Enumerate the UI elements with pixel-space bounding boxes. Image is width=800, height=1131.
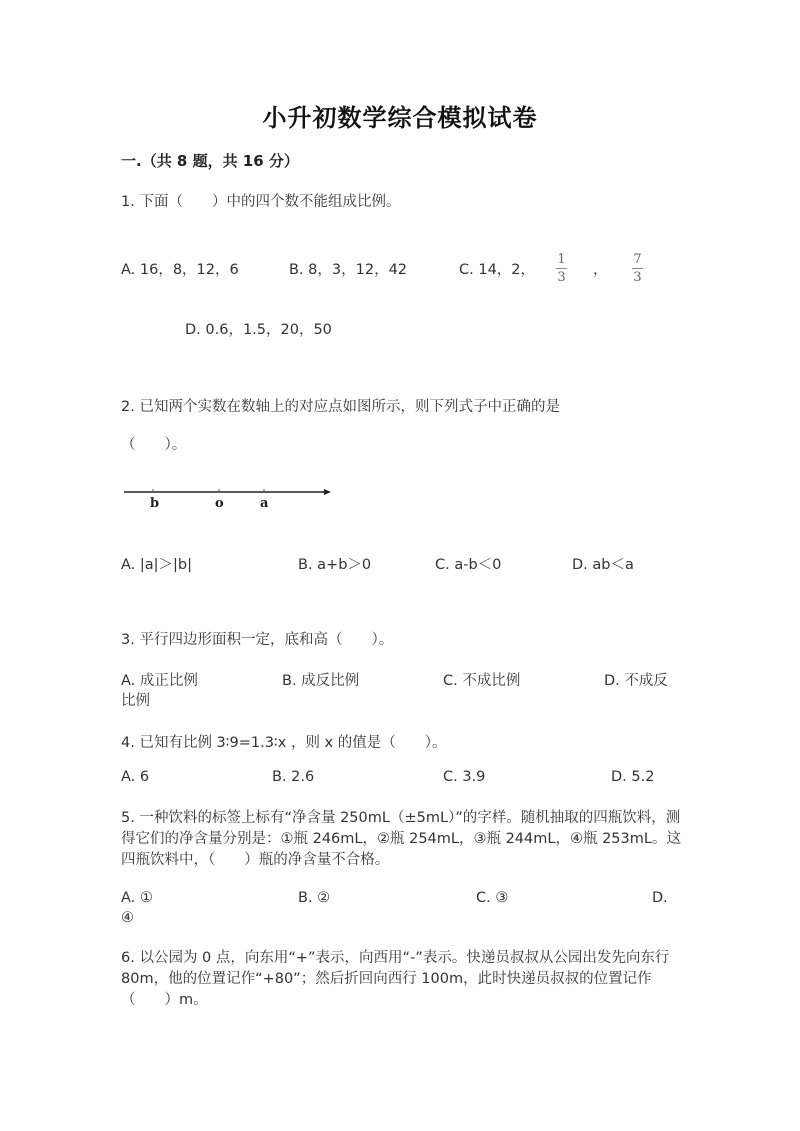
question-5-option-b: B. ② [298,890,331,906]
question-1-option-c: C. 14，2， [459,262,536,278]
question-4-stem: 4. 已知有比例 3∶9=1.3∶x ，则 x 的值是（ ）。 [121,735,447,751]
question-5-option-c: C. ③ [476,890,509,906]
question-5-option-a: A. ① [121,890,153,906]
question-2-option-a: A. |a|＞|b| [121,557,193,573]
question-3-option-d-continued: 比例 [121,693,150,709]
question-6-stem: 6. 以公园为 0 点，向东用“+”表示，向西用“-”表示。快递员叔叔从公园出发先向东行 80m，他的位置记作“+80”；然后折回向西行 100m，此时快递员叔叔的位置记作（ ）m。 [121,950,670,1008]
fraction-numerator: 1 [557,252,566,267]
number-line-label-o: o [215,496,224,511]
question-3-stem: 3. 平行四边形面积一定，底和高（ ）。 [121,632,394,648]
number-line-label-a: a [260,496,269,511]
question-2-stem-line1: 2. 已知两个实数在数轴上的对应点如图所示，则下列式子中正确的是 [121,399,560,415]
question-1-option-a: A. 16，8，12，6 [121,262,239,278]
question-3-option-d: D. 不成反 [604,673,668,689]
fraction-denominator: 3 [633,270,642,285]
number-line-label-b: b [150,496,160,511]
fraction-numerator: 7 [633,252,642,267]
question-2-option-d: D. ab＜a [572,557,634,573]
question-2-stem-line2: （ ）。 [121,437,187,453]
page-title: 小升初数学综合模拟试卷 [262,104,538,132]
question-2-option-c: C. a-b＜0 [435,557,502,573]
question-3-option-b: B. 成反比例 [282,673,360,689]
question-4-option-c: C. 3.9 [443,769,486,785]
question-3-option-c: C. 不成比例 [443,673,521,689]
section-header: 一.（共 8 题，共 16 分） [121,152,299,170]
fraction-bar [632,268,643,269]
question-4-option-a: A. 6 [121,769,150,785]
question-3-option-a: A. 成正比例 [121,673,198,689]
question-2-option-b: B. a+b＞0 [298,557,372,573]
question-1-fraction-one-third [556,252,567,285]
question-1-fraction-separator: ， [593,262,608,278]
question-5-option-d-continued: ④ [121,910,134,926]
fraction-bar [556,268,567,269]
question-4-option-d: D. 5.2 [611,769,655,785]
question-1-stem: 1. 下面（ ）中的四个数不能组成比例。 [121,194,401,210]
question-1-option-b: B. 8，3，12，42 [289,262,408,278]
question-4-option-b: B. 2.6 [272,769,315,785]
fraction-denominator: 3 [557,270,566,285]
question-1-option-d: D. 0.6，1.5，20，50 [185,322,332,338]
question-5-stem: 5. 一种饮料的标签上标有“净含量 250mL（±5mL）”的字样。随机抽取的四瓶饮料，测得它们的净含量分别是：①瓶 246mL，②瓶 254mL，③瓶 244mL，④瓶 253mL。这四瓶饮料中，（ ）瓶的净含量不合格。 [121,810,681,868]
question-1-fraction-seven-thirds [632,252,643,285]
question-5-option-d: D. [652,890,668,906]
